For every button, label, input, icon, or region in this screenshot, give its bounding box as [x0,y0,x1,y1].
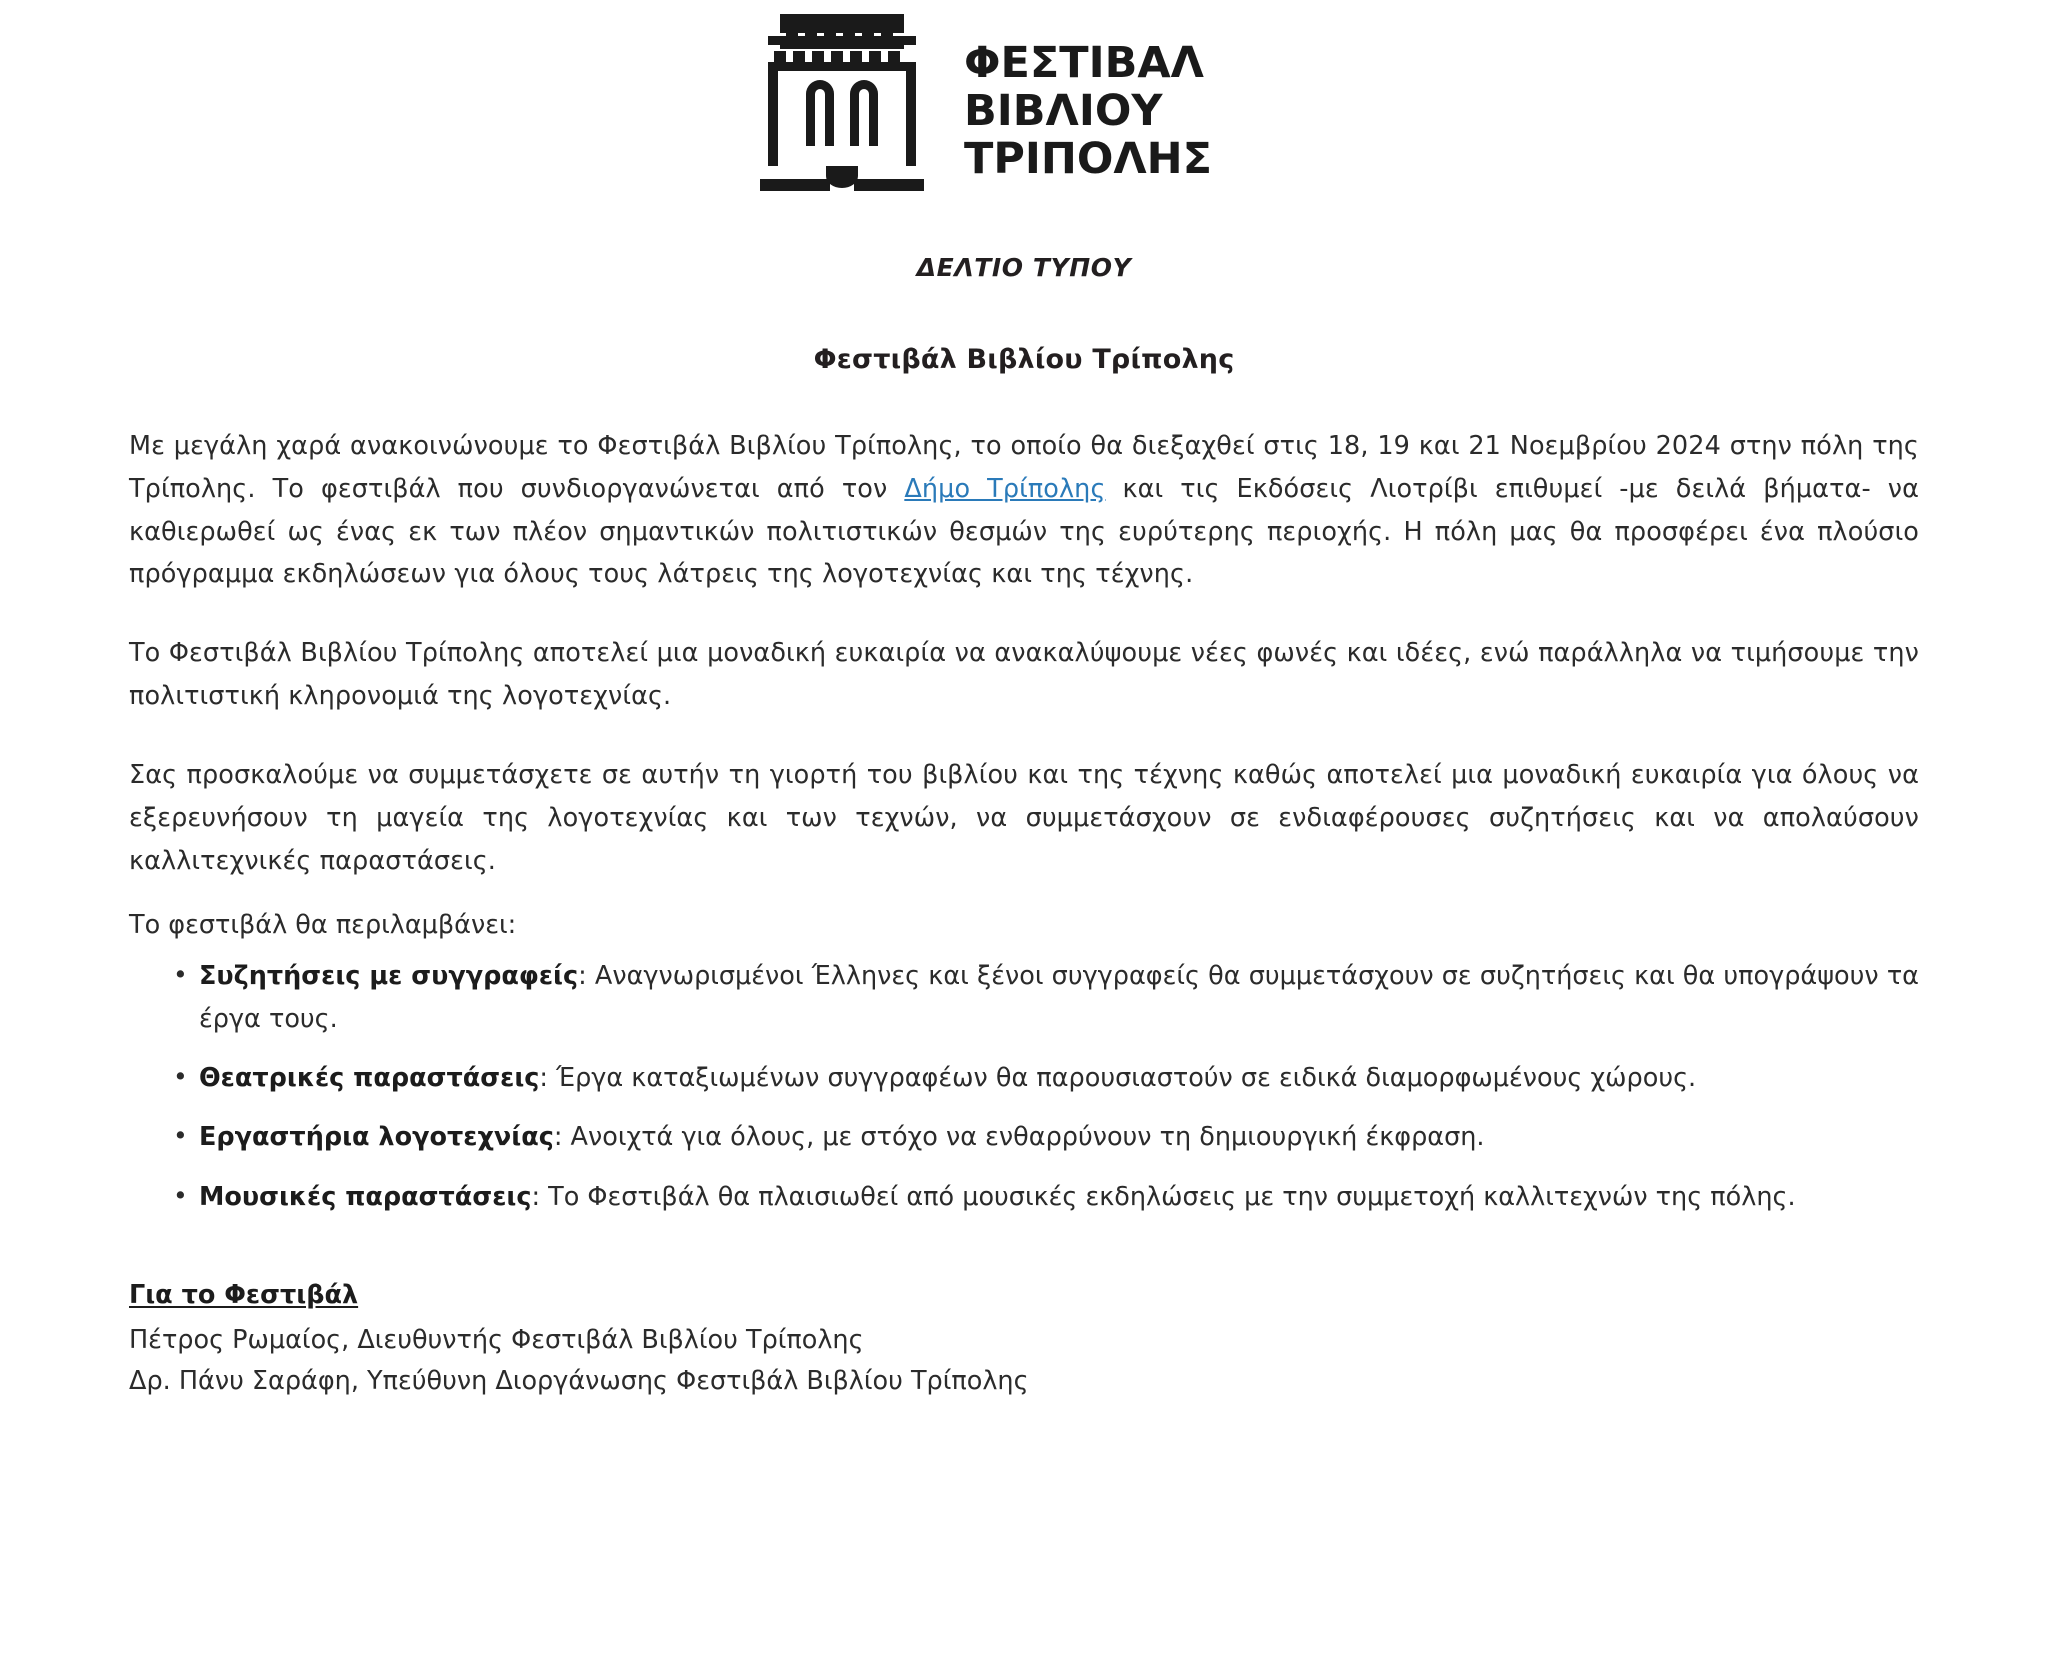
wordmark-line-3: ΤΡΙΠΟΛΗΣ [964,133,1213,177]
paragraph-1-before-link: Με μεγάλη χαρά ανακοινώνουμε το Φεστιβάλ Βιβλίου Τρίπολης, το οποίο θα διεξαχθεί στις 18, 19 και 21 Νοεμβρίου 2024 στην πόλη της Τρίπολης. Το φεστιβάλ που συνδιοργανώνεται από τον [129,431,1919,504]
signature-heading: Για το Φεστιβάλ [129,1279,359,1310]
wordmark-line-1: ΦΕΣΤΙΒΑΛ [964,37,1204,88]
signature-line-organizer: Δρ. Πάνυ Σαράφη, Υπεύθυνη Διοργάνωσης Φεστιβάλ Βιβλίου Τρίπολης [129,1366,1029,1397]
list-item-term: Εργαστήρια λογοτεχνίας [199,1122,554,1153]
list-item-separator: : [578,961,595,992]
list-item-term: Μουσικές παραστάσεις [199,1181,532,1212]
list-item-description: Έργα καταξιωμένων συγγραφέων θα παρουσιαστούν σε ειδικά διαμορφωμένους χώρους. [556,1062,1697,1093]
list-item-term: Συζητήσεις με συγγραφείς [199,961,579,992]
festival-logo [0,0,2048,205]
list-item-separator: : [539,1062,557,1093]
paragraph-1 [129,425,1919,596]
list-item [173,1057,1919,1099]
signature-block [129,1280,1919,1403]
municipality-of-tripoli-link[interactable]: Δήμο Τρίπολης [904,473,1106,504]
document-body [129,375,1919,1403]
list-item-term: Θεατρικές παραστάσεις [199,1062,540,1093]
list-item-description: Ανοιχτά για όλους, με στόχο να ενθαρρύνουν τη δημιουργική έκφραση. [570,1122,1485,1153]
page-title: Φεστιβάλ Βιβλίου Τρίπολης [813,344,1235,375]
wordmark-line-2: ΒΙΒΛΙΟΥ [964,85,1163,136]
paragraph-3: Σας προσκαλούμε να συμμετάσχετε σε αυτήν τη γιορτή του βιβλίου και της τέχνης καθώς αποτελεί μια μοναδική ευκαιρία για όλους να εξερευνήσουν τη μαγεία της λογοτεχνίας και των τεχνών, να συμμετάσχουν σε ενδιαφέρουσες συζητήσεις και να απολαύσουν καλλιτεχνικές παραστάσεις. [129,759,1919,876]
list-item-description: Το Φεστιβάλ θα πλαισιωθεί από μουσικές εκδηλώσεις με την συμμετοχή καλλιτεχνών της πόλης. [548,1181,1796,1212]
press-release-kicker: ΔΕΛΤΙΟ ΤΥΠΟΥ [916,253,1132,282]
list-item [173,955,1919,1040]
paragraph-2: Το Φεστιβάλ Βιβλίου Τρίπολης αποτελεί μια μοναδική ευκαιρία να ανακαλύψουμε νέες φωνές και ιδέες, ενώ παράλληλα να τιμήσουμε την πολιτιστική κληρονομιά της λογοτεχνίας. [129,638,1919,712]
list-item-separator: : [553,1122,571,1153]
list-item-description: Αναγνωρισμένοι Έλληνες και ξένοι συγγραφείς θα συμμετάσχουν σε συζητήσεις και θα υπογράψουν τα έργα τους. [199,961,1919,1034]
list-item [173,1176,1919,1218]
list-item [173,1116,1919,1158]
list-lead-in: Το φεστιβάλ θα περιλαμβάνει: [129,910,517,941]
book-festival-building-icon [754,14,930,200]
paragraph-1-after-link: και τις Εκδόσεις Λιοτρίβι επιθυμεί -με δειλά βήματα- να καθιερωθεί ως ένας εκ των πλέον σημαντικών πολιτιστικών θεσμών της ευρύτερης περιοχής. Η πόλη μας θα προσφέρει ένα πλούσιο πρόγραμμα εκδηλώσεων για όλους τους λάτρεις της λογοτεχνίας και της τέχνης. [129,473,1919,590]
festival-wordmark [964,37,1294,177]
list-item-separator: : [531,1181,549,1212]
signature-line-director: Πέτρος Ρωμαίος, Διευθυντής Φεστιβάλ Βιβλίου Τρίπολης [129,1324,864,1355]
festival-feature-list [129,955,1919,1218]
